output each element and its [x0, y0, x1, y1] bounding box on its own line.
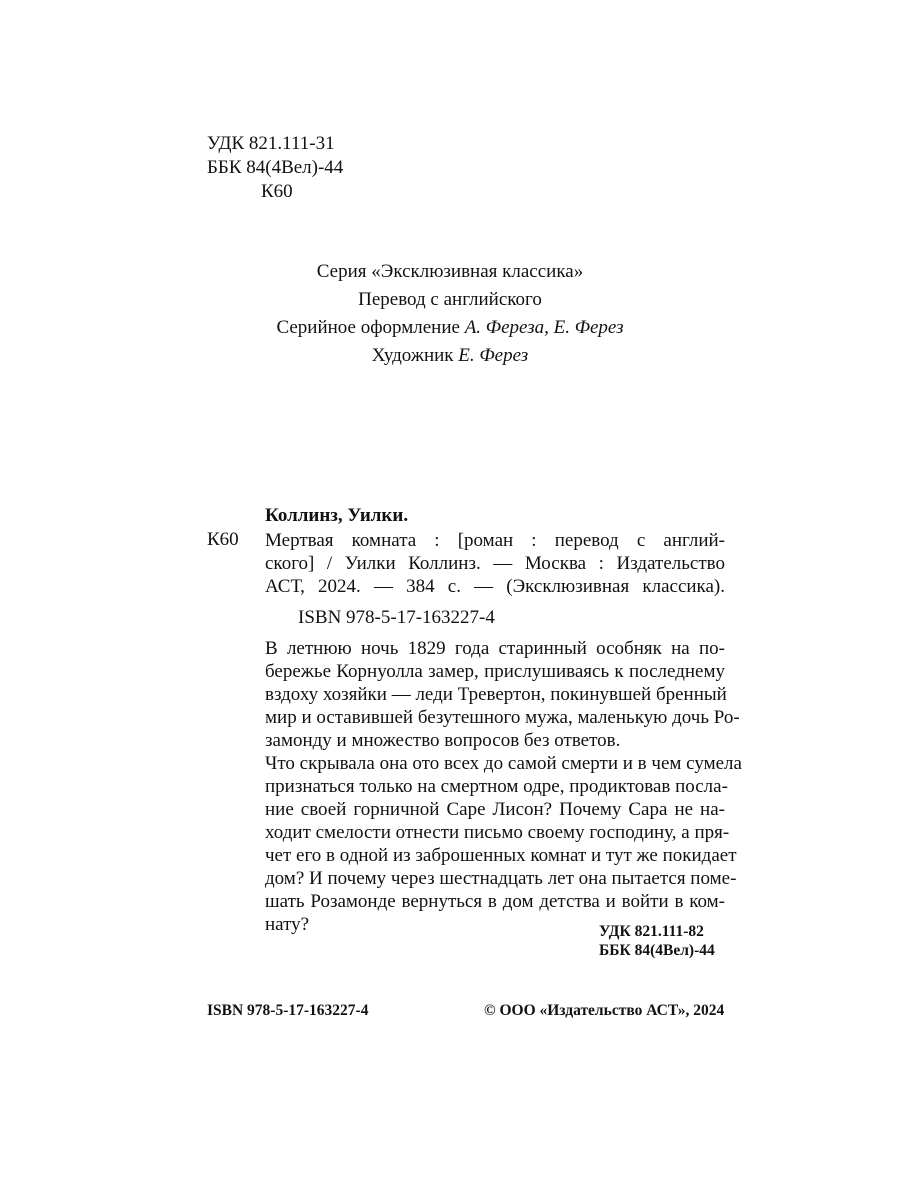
series-line: Серия «Эксклюзивная классика»: [316, 261, 584, 282]
catalog-heading: Коллинз, Уилки.: [265, 505, 409, 526]
artist-name: Е. Ферез: [458, 345, 529, 366]
annotation-line: вздоху хозяйки — леди Тревертон, покинувшей бренный: [265, 684, 727, 705]
artist-line: [0, 344, 900, 368]
annotation-line: В летнюю ночь 1829 года старинный особняк на по-: [265, 638, 725, 659]
annotation-line: ходит смелости отнести письмо своему господину, а пря-: [265, 822, 730, 843]
annotation-line: нату?: [265, 914, 310, 935]
artist-label: Художник: [371, 345, 454, 366]
top-author-mark: К60: [261, 181, 293, 202]
design-names: А. Фереза, Е. Ферез: [464, 317, 624, 338]
design-label: Серийное оформление: [276, 317, 460, 338]
bottom-bbk-code: ББК 84(4Вел)-44: [599, 942, 715, 959]
translation-line: Перевод с английского: [358, 289, 542, 310]
annotation-line: чет его в одной из заброшенных комнат и тут же покидает: [265, 845, 737, 866]
top-bbk-code: ББК 84(4Вел)-44: [207, 157, 344, 178]
annotation-line: бережье Корнуолла замер, прислушиваясь к последнему: [265, 661, 725, 682]
annotation-line: Что скрывала она ото всех до самой смерти и в чем сумела: [265, 753, 742, 774]
catalog-author-mark: К60: [207, 529, 239, 550]
annotation-line: признаться только на смертном одре, продиктовав посла-: [265, 776, 728, 797]
footer-isbn: ISBN 978-5-17-163227-4: [207, 1002, 369, 1019]
annotation-line: дом? И почему через шестнадцать лет она пытается поме-: [265, 868, 737, 889]
catalog-record-line: ского] / Уилки Коллинз. — Москва : Издательство: [265, 553, 725, 574]
footer-copyright: © ООО «Издательство АСТ», 2024: [484, 1002, 725, 1019]
catalog-record-line: Мертвая комната : [роман : перевод с англий-: [265, 530, 725, 551]
annotation-line: мир и оставившей безутешного мужа, маленькую дочь Ро-: [265, 707, 740, 728]
annotation-line: ние своей горничной Саре Лисон? Почему Сара не на-: [265, 799, 725, 820]
annotation-line: замонду и множество вопросов без ответов.: [265, 730, 621, 751]
design-line: [0, 316, 900, 340]
annotation-line: шать Розамонде вернуться в дом детства и войти в ком-: [265, 891, 725, 912]
top-udk-code: УДК 821.111-31: [207, 133, 335, 154]
bottom-udk-code: УДК 821.111-82: [599, 923, 704, 940]
catalog-isbn: ISBN 978-5-17-163227-4: [298, 607, 495, 628]
catalog-record-line: АСТ, 2024. — 384 с. — (Эксклюзивная классика).: [265, 576, 725, 597]
